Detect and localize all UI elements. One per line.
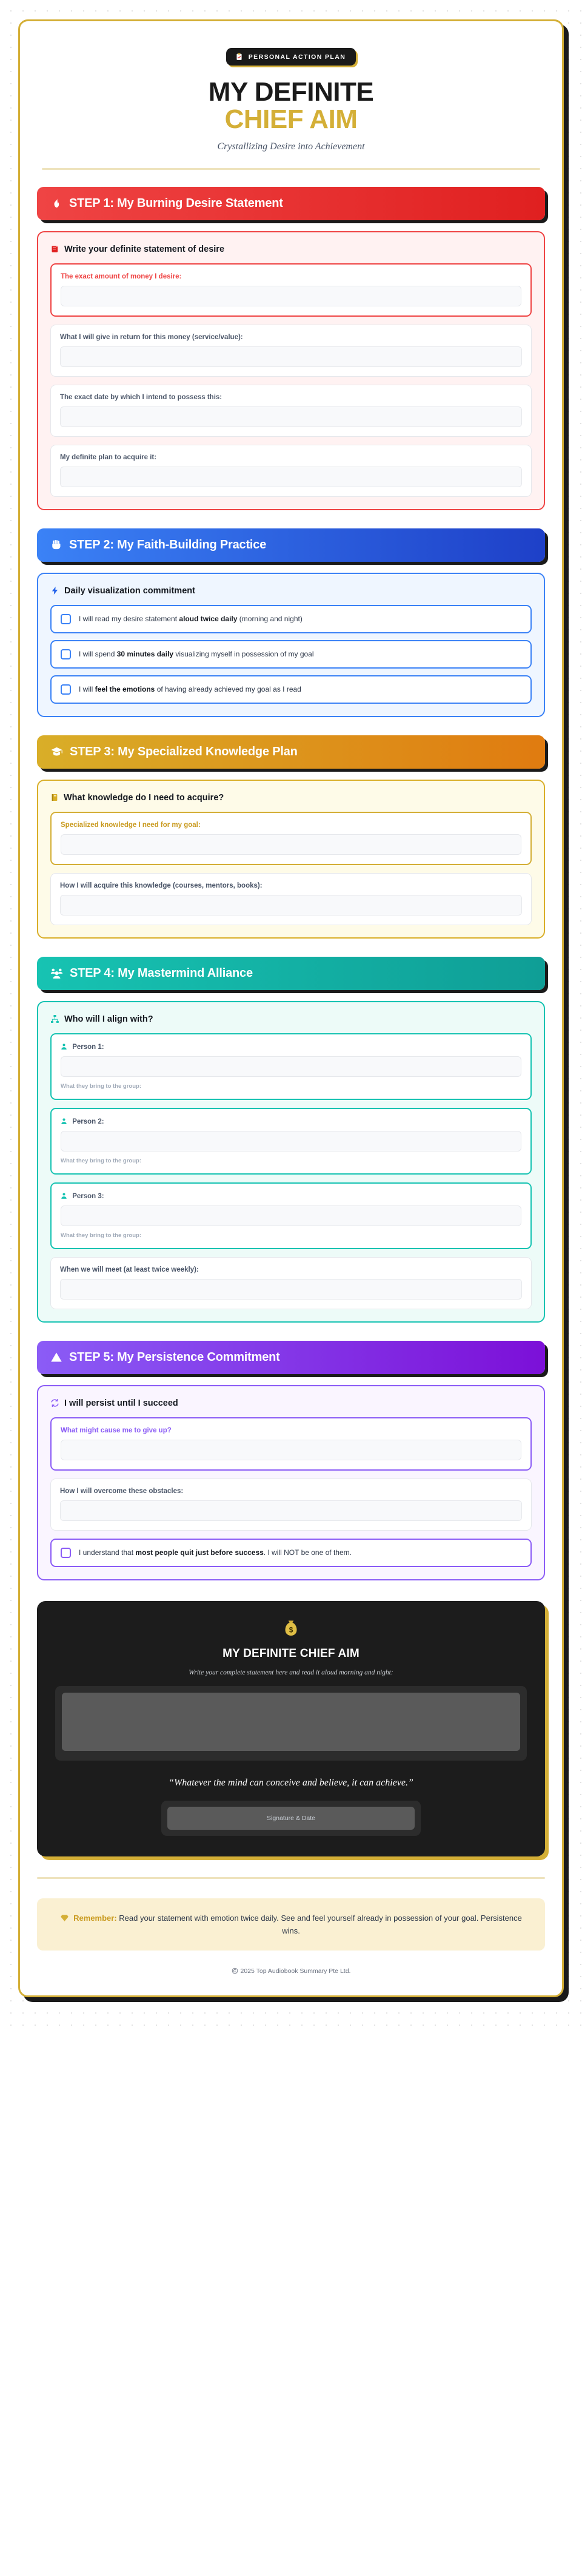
step-2-section-title: Daily visualization commitment bbox=[64, 585, 195, 596]
badge-row bbox=[37, 48, 545, 66]
give-in-return-input[interactable] bbox=[60, 346, 522, 367]
remember-callout bbox=[37, 1898, 545, 1951]
field-label: How I will overcome these obstacles: bbox=[60, 1487, 184, 1495]
person-2-label-row: Person 2: bbox=[61, 1118, 521, 1125]
summary-quote: “Whatever the mind can conceive and believe, it can achieve.” bbox=[169, 1777, 413, 1788]
checkbox-box[interactable] bbox=[61, 1548, 71, 1558]
person-3-input[interactable] bbox=[61, 1205, 521, 1226]
clipboard-check-icon bbox=[235, 53, 243, 61]
remember-label: Remember: bbox=[73, 1913, 117, 1923]
checkbox-row-30-minutes[interactable] bbox=[50, 640, 532, 669]
step-1-section-title: Write your definite statement of desire bbox=[64, 244, 225, 254]
field-specialized-knowledge bbox=[50, 812, 532, 865]
title-line-1: MY DEFINITE bbox=[208, 77, 374, 107]
checkbox-box[interactable] bbox=[61, 649, 71, 659]
field-label: What I will give in return for this money (service/value): bbox=[60, 333, 243, 341]
checkbox-label: I will read my desire statement aloud twice daily (morning and night) bbox=[79, 615, 303, 624]
step-5-title: STEP 5: My Persistence Commitment bbox=[69, 1350, 280, 1364]
person-1-label-row: Person 1: bbox=[61, 1043, 521, 1051]
field-label: What might cause me to give up? bbox=[61, 1426, 172, 1434]
person-1-input[interactable] bbox=[61, 1056, 521, 1077]
gem-icon bbox=[60, 1913, 69, 1923]
title-line-2: CHIEF AIM bbox=[224, 104, 358, 134]
field-when-we-meet bbox=[50, 1257, 532, 1309]
checkbox-label: I will spend 30 minutes daily visualizing myself in possession of my goal bbox=[79, 650, 314, 659]
step-2-section bbox=[37, 528, 545, 717]
money-bag-icon bbox=[55, 1619, 527, 1637]
person-2-block bbox=[50, 1108, 532, 1175]
sitemap-icon bbox=[50, 1014, 59, 1023]
checkbox-label: I understand that most people quit just before success. I will NOT be one of them. bbox=[79, 1548, 352, 1557]
person-1-note: What they bring to the group: bbox=[61, 1082, 141, 1090]
remember-text: Read your statement with emotion twice daily. See and feel yourself already in possession of your goal. Persistence wins. bbox=[116, 1913, 522, 1935]
summary-statement-textarea[interactable] bbox=[62, 1693, 520, 1751]
step-1-header bbox=[37, 187, 545, 220]
page-header bbox=[37, 42, 545, 170]
step-5-section bbox=[37, 1341, 545, 1580]
field-label: The exact amount of money I desire: bbox=[61, 272, 182, 280]
field-label: Specialized knowledge I need for my goal: bbox=[61, 821, 201, 829]
person-1-block bbox=[50, 1033, 532, 1100]
summary-title: MY DEFINITE CHIEF AIM bbox=[222, 1647, 360, 1660]
summary-card bbox=[37, 1601, 545, 1856]
person-3-block bbox=[50, 1182, 532, 1249]
person-icon bbox=[61, 1043, 67, 1050]
step-4-header bbox=[37, 957, 545, 990]
field-label: How I will acquire this knowledge (courses, mentors, books): bbox=[60, 882, 263, 889]
specialized-knowledge-input[interactable] bbox=[61, 834, 521, 855]
step-5-header bbox=[37, 1341, 545, 1374]
step-5-section-title-row bbox=[50, 1398, 532, 1408]
copyright-text: 2025 Top Audiobook Summary Pte Ltd. bbox=[240, 1967, 351, 1975]
field-exact-date bbox=[50, 385, 532, 437]
field-label: When we will meet (at least twice weekly): bbox=[60, 1266, 199, 1273]
give-up-cause-input[interactable] bbox=[61, 1440, 521, 1460]
svg-text:$: $ bbox=[289, 1625, 293, 1634]
copyright-line bbox=[37, 1967, 545, 1975]
field-exact-amount bbox=[50, 263, 532, 317]
signature-field[interactable]: Signature & Date bbox=[167, 1807, 415, 1830]
checkbox-row-read-aloud[interactable] bbox=[50, 605, 532, 633]
step-1-body bbox=[37, 231, 545, 510]
badge-label: PERSONAL ACTION PLAN bbox=[248, 53, 346, 61]
step-5-body bbox=[37, 1385, 545, 1580]
step-1-section-title-row bbox=[50, 244, 532, 254]
personal-action-plan-badge bbox=[226, 48, 356, 66]
book-icon bbox=[50, 793, 59, 802]
step-2-section-title-row bbox=[50, 586, 532, 596]
when-we-meet-input[interactable] bbox=[60, 1279, 522, 1300]
step-3-section-title-row bbox=[50, 793, 532, 803]
bolt-icon bbox=[50, 586, 59, 595]
checkbox-row-feel-emotions[interactable] bbox=[50, 675, 532, 704]
copyright-icon bbox=[232, 1967, 238, 1974]
person-icon bbox=[61, 1118, 67, 1125]
person-2-note: What they bring to the group: bbox=[61, 1157, 141, 1164]
step-4-body bbox=[37, 1001, 545, 1323]
checkbox-box[interactable] bbox=[61, 614, 71, 624]
person-3-note: What they bring to the group: bbox=[61, 1232, 141, 1239]
overcome-obstacles-input[interactable] bbox=[60, 1500, 522, 1521]
checkbox-box[interactable] bbox=[61, 684, 71, 695]
summary-statement-wrapper bbox=[55, 1686, 527, 1761]
field-overcome-obstacles bbox=[50, 1479, 532, 1531]
step-1-title: STEP 1: My Burning Desire Statement bbox=[69, 196, 283, 210]
person-3-label-row: Person 3: bbox=[61, 1192, 521, 1200]
step-3-title: STEP 3: My Specialized Knowledge Plan bbox=[70, 744, 298, 758]
step-3-section-title: What knowledge do I need to acquire? bbox=[64, 792, 224, 803]
how-acquire-input[interactable] bbox=[60, 895, 522, 915]
page-subtitle: Crystallizing Desire into Achievement bbox=[217, 141, 365, 152]
field-label: The exact date by which I intend to possess this: bbox=[60, 393, 222, 401]
field-give-up-cause bbox=[50, 1417, 532, 1471]
mountain-icon bbox=[50, 1351, 62, 1363]
step-4-section-title-row bbox=[50, 1014, 532, 1024]
fist-icon bbox=[50, 539, 62, 551]
definite-plan-input[interactable] bbox=[60, 467, 522, 487]
step-4-section bbox=[37, 957, 545, 1323]
fire-icon bbox=[50, 197, 62, 209]
step-4-section-title: Who will I align with? bbox=[64, 1014, 153, 1024]
exact-amount-input[interactable] bbox=[61, 286, 521, 306]
field-definite-plan bbox=[50, 445, 532, 497]
step-3-header bbox=[37, 735, 545, 769]
graduation-cap-icon bbox=[50, 746, 63, 758]
step-1-section bbox=[37, 187, 545, 510]
step-2-body bbox=[37, 573, 545, 717]
person-icon bbox=[61, 1192, 67, 1199]
page-title bbox=[37, 79, 545, 133]
person-2-input[interactable] bbox=[61, 1131, 521, 1151]
footer-divider bbox=[37, 1877, 545, 1879]
exact-date-input[interactable] bbox=[60, 406, 522, 427]
step-2-title: STEP 2: My Faith-Building Practice bbox=[69, 538, 267, 551]
people-group-icon bbox=[50, 967, 63, 980]
summary-hint: Write your complete statement here and read it aloud morning and night: bbox=[189, 1668, 393, 1676]
signature-wrapper bbox=[161, 1801, 421, 1836]
step-5-section-title: I will persist until I succeed bbox=[64, 1398, 178, 1408]
step-3-section bbox=[37, 735, 545, 939]
header-divider bbox=[42, 168, 540, 170]
checkbox-row-quit-before-success[interactable] bbox=[50, 1539, 532, 1567]
field-label: My definite plan to acquire it: bbox=[60, 453, 157, 461]
checkbox-label: I will feel the emotions of having already achieved my goal as I read bbox=[79, 685, 301, 694]
refresh-icon bbox=[50, 1398, 59, 1408]
step-2-header bbox=[37, 528, 545, 562]
step-4-title: STEP 4: My Mastermind Alliance bbox=[70, 966, 253, 980]
field-give-in-return bbox=[50, 325, 532, 377]
field-how-acquire bbox=[50, 873, 532, 925]
step-3-body bbox=[37, 780, 545, 939]
scroll-icon bbox=[50, 244, 59, 254]
action-plan-sheet bbox=[18, 19, 564, 1997]
